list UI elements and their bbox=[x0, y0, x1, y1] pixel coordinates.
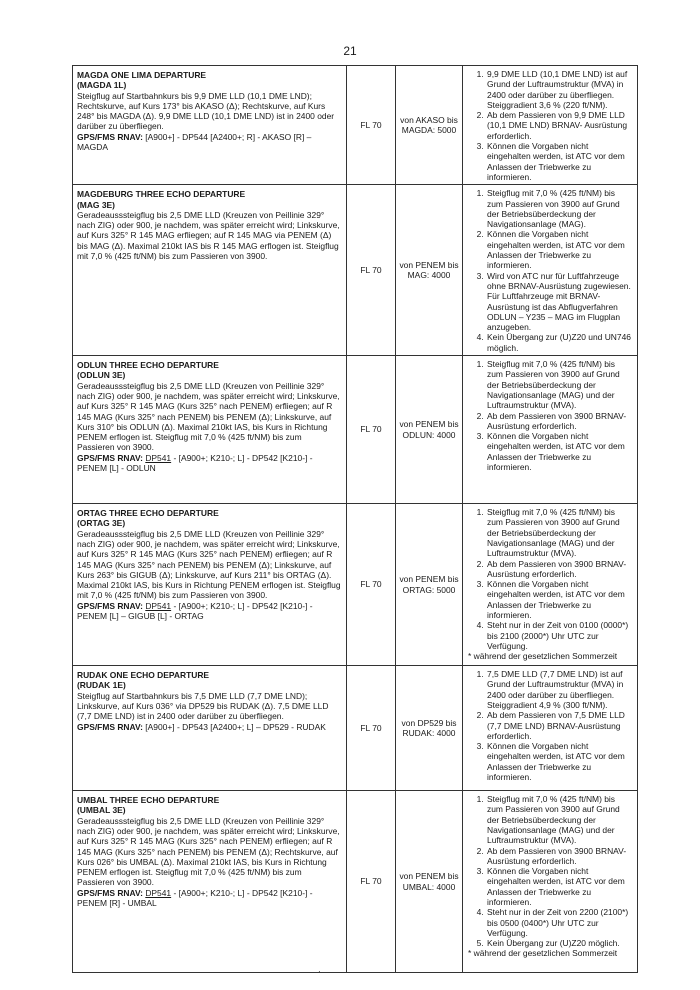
segment-altitude-cell: von PENEM bis UMBAL: 4000 bbox=[396, 791, 463, 973]
remarks-list bbox=[467, 507, 633, 651]
procedure-description-cell bbox=[73, 504, 347, 666]
remarks-list bbox=[467, 359, 633, 472]
segment-altitude-cell: von AKASO bis MAGDA: 5000 bbox=[396, 66, 463, 185]
procedure-row bbox=[73, 666, 638, 791]
remark-item: 1. Steigflug mit 7,0 % (425 ft/NM) bis zum Passieren von 3900 auf Grund der Betriebsüberdeckung der Navigationsanlage (MAG) und der Luftraumstruktur (MVA). bbox=[486, 794, 633, 845]
rnav-line bbox=[77, 888, 341, 909]
procedure-description-cell bbox=[73, 791, 347, 973]
procedure-text: Steigflug auf Startbahnkurs bis 9,9 DME LLD (10,1 DME LND); Rechtskurve, auf Kurs 173° bis AKASO (Δ); Rechtskurve, auf Kurs 248° bis MAGDA (Δ). 9,9 DME LLD (10,1 DME LND) ist in 2400 oder darüber zu überfliegen. bbox=[77, 90, 335, 132]
remark-item: 3. Können die Vorgaben nicht eingehalten werden, ist ATC vor dem Anlassen der Triebwerke zu informieren. bbox=[486, 741, 633, 782]
remark-item: 1. Steigflug mit 7,0 % (425 ft/NM) bis zum Passieren von 3900 auf Grund der Betriebsüberdeckung der Navigationsanlage (MAG) und der Luftraumstruktur (MVA). bbox=[486, 359, 633, 410]
segment-altitude-cell: von PENEM bis ODLUN: 4000 bbox=[396, 356, 463, 504]
procedure-row bbox=[73, 504, 638, 666]
remark-item: 3. Können die Vorgaben nicht eingehalten werden, ist ATC vor dem Anlassen der Triebwerke zu informieren. bbox=[486, 866, 633, 907]
remarks-cell bbox=[463, 666, 638, 791]
remarks-cell bbox=[463, 66, 638, 185]
segment-altitude-cell: von PENEM bis MAG: 4000 bbox=[396, 185, 463, 356]
procedure-code: (ODLUN 3E) bbox=[77, 370, 126, 381]
procedure-row bbox=[73, 185, 638, 356]
scan-speck: · bbox=[318, 967, 321, 976]
remarks-list bbox=[467, 188, 633, 353]
remarks-list bbox=[467, 69, 633, 182]
remark-item: 2. Ab dem Passieren von 3900 BRNAV-Ausrüstung erforderlich. bbox=[486, 559, 633, 580]
procedure-row bbox=[73, 66, 638, 185]
flight-level-cell: FL 70 bbox=[347, 666, 396, 791]
remark-item: 1. 9,9 DME LLD (10,1 DME LND) ist auf Grund der Luftraumstruktur (MVA) in 2400 oder darüber zu überfliegen. Steiggradient 3,6 % (220 ft/NM). bbox=[486, 69, 633, 110]
rnav-route-part: DP541 bbox=[145, 887, 172, 898]
procedure-title: MAGDA ONE LIMA DEPARTURE bbox=[77, 70, 207, 80]
procedure-title: ORTAG THREE ECHO DEPARTURE bbox=[77, 508, 219, 519]
remark-item: 4. Kein Übergang zur (U)Z20 und UN746 möglich. bbox=[486, 332, 633, 353]
procedure-text: Steigflug auf Startbahnkurs bis 7,5 DME LLD (7,7 DME LND); Linkskurve, auf Kurs 036° via DP529 bis RUDAK (Δ). 7,5 DME LLD (7,7 DME LND) ist in 2400 oder darüber zu überfliegen. bbox=[77, 690, 329, 722]
rnav-route-part: [A900+] - DP543 [A2400+; L] – DP529 - RUDAK bbox=[142, 721, 326, 732]
remark-item: 3. Wird von ATC nur für Luftfahrzeuge ohne BRNAV-Ausrüstung zugewiesen. Für Luftfahrzeuge mit BRNAV-Ausrüstung ist das Abflugverfahren ODLUN – Y235 – MAG im Flugplan anzugeben. bbox=[486, 271, 633, 333]
rnav-route-part: - [A900+; K210-; L] - DP542 [K210-] - PENEM [L] - ODLUN bbox=[77, 452, 313, 473]
procedure-code: (MAGDA 1L) bbox=[77, 80, 127, 91]
procedure-text: Geradeausssteigflug bis 2,5 DME LLD (Kreuzen von Peillinie 329° nach ZIG) oder 900, je nachdem, was später erreicht wird; Linkskurve, auf Kurs 325° R 145 MAG erfliegen; auf R 145 MAG via PENEM (Δ) bis MAG (Δ). Maximal 210kt IAS bis R 145 MAG erflogen ist. Steigflug mit 7,0 % (425 ft/NM) bis zum Passieren von 3900. bbox=[77, 209, 340, 262]
remark-item: 1. 7,5 DME LLD (7,7 DME LND) ist auf Grund der Luftraumstruktur (MVA) in 2400 oder darüber zu überfliegen. Steiggradient 4,9 % (300 ft/NM). bbox=[486, 669, 633, 710]
procedure-code: (ORTAG 3E) bbox=[77, 518, 126, 529]
flight-level-cell: FL 70 bbox=[347, 66, 396, 185]
page-number: 21 bbox=[343, 44, 357, 58]
procedure-description-cell bbox=[73, 66, 347, 185]
rnav-line bbox=[77, 453, 341, 474]
remark-item: 4. Steht nur in der Zeit von 0100 (0000*) bis 2100 (2000*) Uhr UTC zur Verfügung. bbox=[486, 620, 633, 651]
procedure-code: (RUDAK 1E) bbox=[77, 680, 126, 691]
procedure-row bbox=[73, 791, 638, 973]
segment-altitude-cell: von PENEM bis ORTAG: 5000 bbox=[396, 504, 463, 666]
rnav-label: GPS/FMS RNAV: bbox=[77, 452, 143, 463]
remark-item: 2. Ab dem Passieren von 7,5 DME LLD (7,7 DME LND) BRNAV-Ausrüstung erforderlich. bbox=[486, 710, 633, 741]
flight-level-cell: FL 70 bbox=[347, 791, 396, 973]
remarks-list bbox=[467, 794, 633, 948]
remark-item: 3. Können die Vorgaben nicht eingehalten werden, ist ATC vor dem Anlassen der Triebwerke zu informieren. bbox=[486, 141, 633, 182]
remarks-list bbox=[467, 669, 633, 782]
departure-procedures-table bbox=[72, 65, 638, 973]
procedure-title: RUDAK ONE ECHO DEPARTURE bbox=[77, 670, 210, 681]
remarks-cell bbox=[463, 185, 638, 356]
flight-level-cell: FL 70 bbox=[347, 185, 396, 356]
remarks-cell bbox=[463, 791, 638, 973]
rnav-route-part: [A900+] - DP544 [A2400+; R] - AKASO [R] – MAGDA bbox=[77, 131, 312, 153]
flight-level-cell: FL 70 bbox=[347, 356, 396, 504]
remark-item: 1. Steigflug mit 7,0 % (425 ft/NM) bis zum Passieren von 3900 auf Grund der Betriebsüberdeckung der Navigationsanlage (MAG). bbox=[486, 188, 633, 229]
remark-item: 3. Können die Vorgaben nicht eingehalten werden, ist ATC vor dem Anlassen der Triebwerke zu informieren. bbox=[486, 431, 633, 472]
remark-item: 2. Können die Vorgaben nicht eingehalten werden, ist ATC vor dem Anlassen der Triebwerke zu informieren. bbox=[486, 229, 633, 270]
remark-item: 2. Ab dem Passieren von 3900 BRNAV-Ausrüstung erforderlich. bbox=[486, 411, 633, 432]
procedure-text: Geradeausssteigflug bis 2,5 DME LLD (Kreuzen von Peillinie 329° nach ZIG) oder 900, je nachdem, was später erreicht wird; Linkskurve, auf Kurs 325° R 145 MAG (Kurs 325° nach PENEM) erfliegen; auf R 145 MAG (Kurs 325° nach PENEM) bis PENEM (Δ); Rechtskurve, auf Kurs 026° bis UMBAL (Δ). Maximal 210kt IAS, bis Kurs in Richtung PENEM erflogen ist. Steigflug mit 7,0 % (425 ft/NM) bis zum Passieren von 3900. bbox=[77, 815, 340, 888]
remark-item: 5. Kein Übergang zur (U)Z20 möglich. bbox=[486, 938, 633, 948]
procedure-code: (UMBAL 3E) bbox=[77, 805, 126, 816]
remark-item: 2. Ab dem Passieren von 9,9 DME LLD (10,1 DME LND) BRNAV- Ausrüstung erforderlich. bbox=[486, 110, 633, 141]
remark-item: 2. Ab dem Passieren von 3900 BRNAV-Ausrüstung erforderlich. bbox=[486, 846, 633, 867]
rnav-route-part: - [A900+; K210-; L] - DP542 [K210-] - PENEM [R] - UMBAL bbox=[77, 887, 313, 908]
procedure-text: Geradeausssteigflug bis 2,5 DME LLD (Kreuzen von Peillinie 329° nach ZIG) oder 900, je nachdem, was später erreicht wird; Linkskurve, auf Kurs 325° R 145 MAG (Kurs 325° nach PENEM) erfliegen; auf R 145 MAG (Kurs 325° nach PENEM) bis PENEM (Δ); Linkskurve, auf Kurs 263° bis GIGUB (Δ); Linkskurve, auf Kurs 211° bis ORTAG (Δ). Maximal 210kt IAS, bis Kurs in Richtung PENEM erflogen ist. Steigflug mit 7,0 % (425 ft/NM) bis zum Passieren von 3900. bbox=[77, 528, 341, 601]
procedure-description-cell bbox=[73, 356, 347, 504]
procedure-description-cell bbox=[73, 185, 347, 356]
flight-level-cell: FL 70 bbox=[347, 504, 396, 666]
rnav-line bbox=[77, 722, 341, 732]
remark-item: 4. Steht nur in der Zeit von 2200 (2100*) bis 0500 (0400*) Uhr UTC zur Verfügung. bbox=[486, 907, 633, 938]
procedure-title: MAGDEBURG THREE ECHO DEPARTURE bbox=[77, 189, 246, 200]
remark-footnote: * während der gesetzlichen Sommerzeit bbox=[468, 651, 618, 662]
remarks-cell bbox=[463, 504, 638, 666]
remark-item: 1. Steigflug mit 7,0 % (425 ft/NM) bis zum Passieren von 3900 auf Grund der Betriebsüberdeckung der Navigationsanlage (MAG) und der Luftraumstruktur (MVA). bbox=[486, 507, 633, 558]
procedure-title: ODLUN THREE ECHO DEPARTURE bbox=[77, 360, 219, 371]
rnav-route-part: DP541 bbox=[145, 600, 172, 611]
rnav-route-part: DP541 bbox=[145, 452, 172, 463]
procedure-code: (MAG 3E) bbox=[77, 199, 115, 210]
remark-footnote: * während der gesetzlichen Sommerzeit bbox=[468, 948, 618, 959]
remarks-cell bbox=[463, 356, 638, 504]
procedure-text: Geradeausssteigflug bis 2,5 DME LLD (Kreuzen von Peillinie 329° nach ZIG) oder 900, je nachdem, was später erreicht wird; Linkskurve, auf Kurs 325° R 145 MAG (Kurs 325° nach PENEM) erfliegen; auf R 145 MAG (Kurs 325° nach PENEM) bis PENEM (Δ); Linkskurve, auf Kurs 310° bis ODLUN (Δ). Maximal 210kt IAS, bis Kurs in Richtung PENEM erflogen ist. Steigflug mit 7,0 % (425 ft/NM) bis zum Passieren von 3900. bbox=[77, 380, 340, 453]
procedure-row bbox=[73, 356, 638, 504]
remark-item: 3. Können die Vorgaben nicht eingehalten werden, ist ATC vor dem Anlassen der Triebwerke zu informieren. bbox=[486, 579, 633, 620]
rnav-label: GPS/FMS RNAV: bbox=[77, 887, 143, 898]
procedure-title: UMBAL THREE ECHO DEPARTURE bbox=[77, 795, 220, 806]
rnav-label: GPS/FMS RNAV: bbox=[77, 131, 143, 142]
segment-altitude-cell: von DP529 bis RUDAK: 4000 bbox=[396, 666, 463, 791]
rnav-label: GPS/FMS RNAV: bbox=[77, 600, 143, 611]
rnav-line bbox=[77, 601, 341, 622]
rnav-line bbox=[77, 132, 341, 153]
procedure-description-cell bbox=[73, 666, 347, 791]
rnav-route-part: - [A900+; K210-; L] - DP542 [K210-] - PENEM [L] – GIGUB [L] - ORTAG bbox=[77, 600, 313, 621]
rnav-label: GPS/FMS RNAV: bbox=[77, 721, 143, 732]
